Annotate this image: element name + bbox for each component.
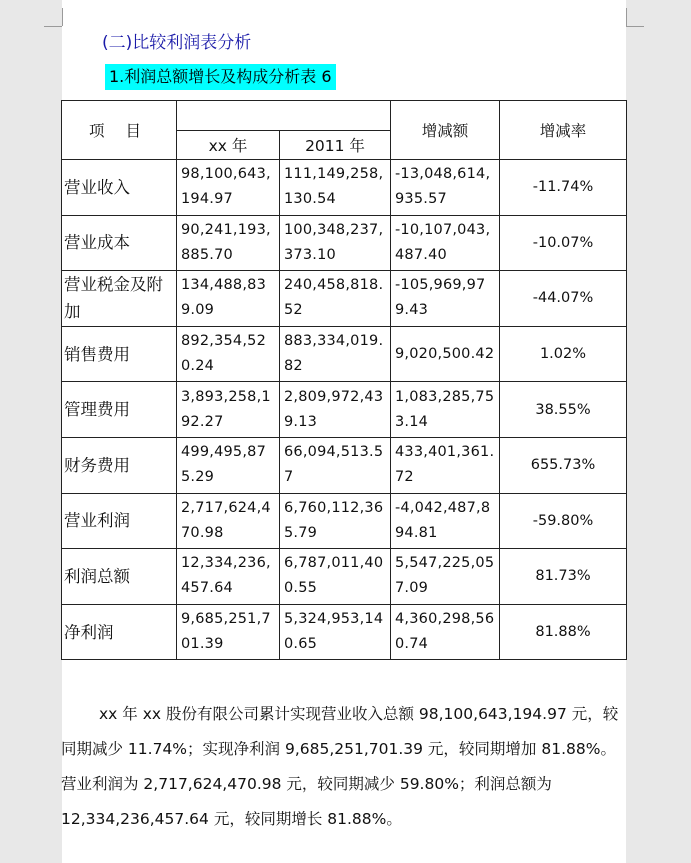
cell-change: 4,360,298,560.74 xyxy=(391,604,500,660)
row-label: 营业税金及附加 xyxy=(62,271,177,327)
row-label: 净利润 xyxy=(62,604,177,660)
cell-change: -4,042,487,894.81 xyxy=(391,493,500,549)
cell-rate: 1.02% xyxy=(500,326,627,382)
table-row xyxy=(62,437,627,493)
row-label: 营业收入 xyxy=(62,160,177,216)
row-label: 销售费用 xyxy=(62,326,177,382)
cell-year-a: 3,893,258,192.27 xyxy=(177,382,280,438)
table-row xyxy=(62,549,627,605)
margin-mark-top-left-vertical xyxy=(62,8,63,26)
row-label: 营业成本 xyxy=(62,215,177,271)
margin-mark-top-right-vertical xyxy=(626,8,627,26)
row-label: 利润总额 xyxy=(62,549,177,605)
cell-year-b: 100,348,237,373.10 xyxy=(280,215,391,271)
table-row xyxy=(62,271,627,327)
header-year-group xyxy=(177,101,391,131)
cell-year-a: 9,685,251,701.39 xyxy=(177,604,280,660)
cell-year-b: 66,094,513.57 xyxy=(280,437,391,493)
header-rate: 增减率 xyxy=(500,101,627,160)
table-row xyxy=(62,215,627,271)
cell-year-b: 6,787,011,400.55 xyxy=(280,549,391,605)
paragraph-text: xx 年 xx 股份有限公司累计实现营业收入总额 98,100,643,194.97 元，较同期减少 11.74%；实现净利润 9,685,251,701.39 元，较同期增加 81.88%。营业利润为 2,717,624,470.98 元，较同期减少 59.80%；利润总额为 12,334,236,457.64 元，较同期增长 81.88%。 xyxy=(61,705,619,828)
margin-mark-top-right-horizontal xyxy=(626,26,644,27)
header-change: 增减额 xyxy=(391,101,500,160)
cell-change: -105,969,979.43 xyxy=(391,271,500,327)
header-item: 项 目 xyxy=(62,101,177,160)
table-row xyxy=(62,326,627,382)
cell-year-b: 111,149,258,130.54 xyxy=(280,160,391,216)
cell-rate: 81.88% xyxy=(500,604,627,660)
cell-year-a: 98,100,643,194.97 xyxy=(177,160,280,216)
cell-rate: -44.07% xyxy=(500,271,627,327)
table-row xyxy=(62,493,627,549)
row-label: 营业利润 xyxy=(62,493,177,549)
cell-year-b: 2,809,972,439.13 xyxy=(280,382,391,438)
cell-change: -13,048,614,935.57 xyxy=(391,160,500,216)
cell-year-a: 134,488,839.09 xyxy=(177,271,280,327)
cell-rate: 81.73% xyxy=(500,549,627,605)
profit-analysis-table xyxy=(61,100,627,660)
row-label: 财务费用 xyxy=(62,437,177,493)
cell-year-a: 2,717,624,470.98 xyxy=(177,493,280,549)
cell-year-a: 90,241,193,885.70 xyxy=(177,215,280,271)
cell-change: 1,083,285,753.14 xyxy=(391,382,500,438)
cell-rate: 655.73% xyxy=(500,437,627,493)
table-caption-highlighted: 1.利润总额增长及构成分析表 6 xyxy=(105,64,336,90)
analysis-paragraph xyxy=(61,697,627,837)
cell-rate: -10.07% xyxy=(500,215,627,271)
cell-change: 433,401,361.72 xyxy=(391,437,500,493)
table-row xyxy=(62,604,627,660)
margin-mark-top-left-horizontal xyxy=(44,26,62,27)
cell-year-a: 892,354,520.24 xyxy=(177,326,280,382)
cell-change: 9,020,500.42 xyxy=(391,326,500,382)
cell-change: -10,107,043,487.40 xyxy=(391,215,500,271)
header-year-a: xx 年 xyxy=(177,131,280,160)
row-label: 管理费用 xyxy=(62,382,177,438)
cell-year-b: 240,458,818.52 xyxy=(280,271,391,327)
cell-year-b: 883,334,019.82 xyxy=(280,326,391,382)
table-row xyxy=(62,382,627,438)
section-heading: (二)比较利润表分析 xyxy=(102,33,252,53)
header-year-b: 2011 年 xyxy=(280,131,391,160)
cell-year-b: 5,324,953,140.65 xyxy=(280,604,391,660)
cell-year-b: 6,760,112,365.79 xyxy=(280,493,391,549)
cell-year-a: 12,334,236,457.64 xyxy=(177,549,280,605)
cell-rate: 38.55% xyxy=(500,382,627,438)
table-row xyxy=(62,160,627,216)
cell-rate: -11.74% xyxy=(500,160,627,216)
cell-change: 5,547,225,057.09 xyxy=(391,549,500,605)
cell-year-a: 499,495,875.29 xyxy=(177,437,280,493)
cell-rate: -59.80% xyxy=(500,493,627,549)
